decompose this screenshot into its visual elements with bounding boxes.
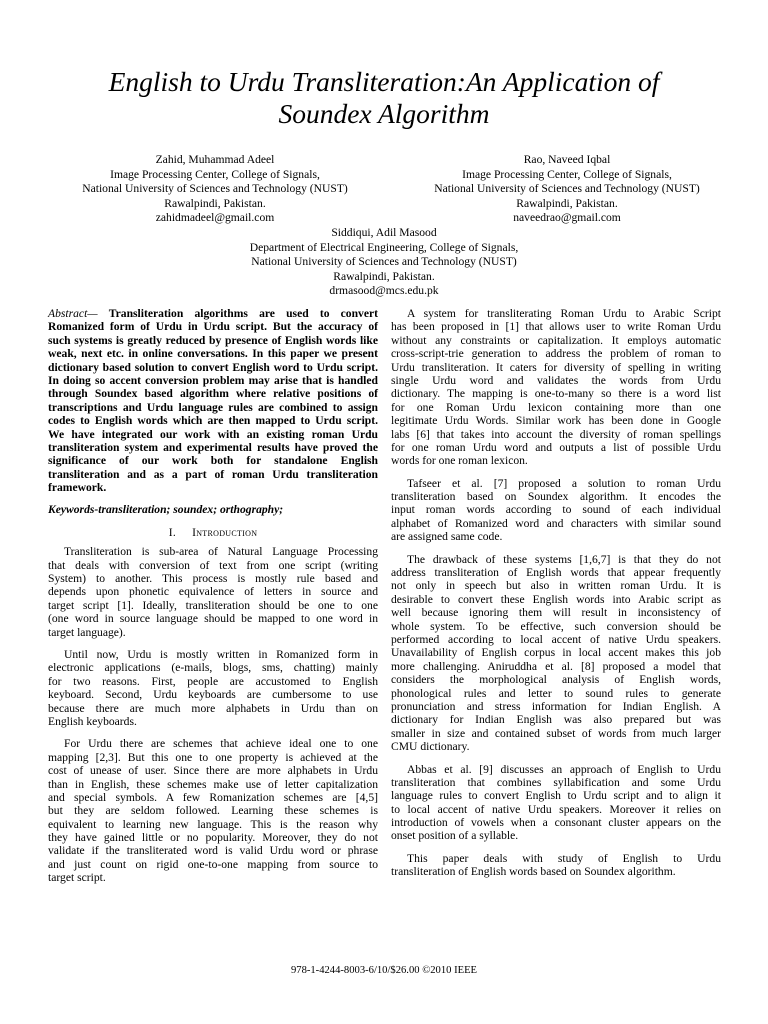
right-column (391, 307, 721, 888)
text-line: because there are much more alphabets in Urdu than on (48, 701, 378, 715)
text-line: dictionary for Indian English was also prepared but was (391, 713, 721, 727)
keywords-text: Keywords-transliteration; soundex; orthography; (48, 503, 284, 517)
text-line: single Urdu word and validates the words from Urdu (391, 373, 721, 387)
text-line: Abbas et al. [9] discusses an approach of English to Urdu (407, 762, 721, 776)
text-line: not only in speech but also in written roman Urdu. It is (391, 579, 721, 593)
text-line: performed according to local accent of native Urdu speakers. (391, 632, 721, 646)
paragraph (391, 477, 721, 544)
text-line: transliteration that combines syllabification and some Urdu (391, 775, 721, 789)
abstract-line: transcriptions and Urdu language rules are combined to assign (48, 400, 378, 414)
text-line: phonological rules and letter to sound rules to generate (391, 686, 721, 700)
text-line: For Urdu there are schemes that achieve ideal one to one (64, 737, 378, 751)
text-line: but they are seldom followed. Learning these schemes is (48, 804, 378, 818)
text-line: transliteration of English words based on Soundex algorithm. (391, 865, 676, 879)
text-line: Urdu transliteration. It caters for diversity of spelling in writing (391, 360, 721, 374)
text-line: they have gained little or no popularity. Moreover, they do not (48, 831, 378, 845)
abstract-line: dictionary based solution to convert English word to Urdu script. (48, 360, 378, 374)
text-line: keyboard. Second, Urdu keyboards are cumbersome to use (48, 688, 378, 702)
author-name: Rao, Naveed Iqbal (523, 153, 611, 166)
text-line: for two reasons. First, people are accustomed to English (48, 674, 378, 688)
author-block-right (382, 153, 752, 226)
text-line: well because ignoring them will result in inconsistency of (391, 606, 721, 620)
abstract-line: transliteration and as a part of roman Urdu transliteration (48, 467, 378, 481)
abstract-line: through Soundex based algorithm where relative positions of (48, 387, 378, 401)
author-email: drmasood@mcs.edu.pk (329, 284, 439, 298)
text-line: dictionary. The mapping is one-to-many so there is a word list (391, 387, 721, 401)
author-location: Rawalpindi, Pakistan. (516, 196, 618, 210)
text-line: and just count on rigid one-to-one mapping from source to (48, 857, 378, 871)
abstract-label: Abstract— (48, 307, 98, 320)
author-institution: National University of Sciences and Technology (NUST) (251, 255, 517, 269)
text-line: are assigned same code. (391, 530, 503, 544)
section-title: Introduction (192, 525, 258, 539)
left-column (48, 307, 378, 894)
text-line: System) to another. This process is mostly rule based and (48, 572, 378, 586)
text-line: Unavailability of English corpus in local accent makes this job (391, 646, 721, 660)
paragraph (391, 763, 721, 843)
author-affiliation: Image Processing Center, College of Signals, (110, 167, 320, 181)
text-line: has been proposed in [1] that allows user to write Roman Urdu (391, 320, 721, 334)
text-line: target script [1]. Ideally, transliteration should be one to one (48, 598, 378, 612)
text-line: input roman words according to sound of each individual (391, 503, 721, 517)
text-line: equivalent to learning new language. This is the reason why (48, 817, 378, 831)
text-line: Tafseer et al. [7] proposed a solution to roman Urdu (407, 476, 721, 490)
author-name: Zahid, Muhammad Adeel (155, 153, 275, 166)
author-block-left (30, 153, 400, 226)
text-line: desirable to convert these English words into Arabic script as (391, 592, 721, 606)
text-line: words for one roman lexicon. (391, 454, 528, 468)
author-affiliation: Image Processing Center, College of Signals, (462, 167, 672, 181)
abstract-line: Abstract— Transliteration algorithms are used to convert (48, 307, 378, 320)
abstract-line: transliteration system and experimental results have proved the (48, 440, 378, 454)
text-line: A system for transliterating Roman Urdu to Arabic Script (407, 307, 721, 320)
text-line: alphabet of Romanized word and characters with similar sound (391, 516, 721, 530)
paragraph (48, 737, 378, 884)
text-line: for one Roman Urdu lexicon containing more than one (391, 400, 721, 414)
author-location: Rawalpindi, Pakistan. (333, 269, 435, 283)
text-line: labs [6] that takes into account the diversity of roman spellings (391, 427, 721, 441)
text-line: to local accent of native Urdu speakers. Moreover it relies on (391, 802, 721, 816)
paragraph (48, 545, 378, 639)
text-line: mapping [2,3]. But this one to one property is achieved at the (48, 750, 378, 764)
text-line: address transliteration of English words that appear frequently (391, 566, 721, 580)
text-line: cost of unease of user. Since there are more alphabets in Urdu (48, 764, 378, 778)
copyright-footer: 978-1-4244-8003-6/10/$26.00 ©2010 IEEE (290, 965, 478, 976)
abstract-line: Romanized form of Urdu in Urdu script. But the accuracy of (48, 320, 378, 334)
abstract-line: significance of our work both for standalone English (48, 454, 378, 468)
text-line: CMU dictionary. (391, 740, 470, 754)
abstract-line: weak, next etc. in online conversations. In this paper we present (48, 347, 378, 361)
author-email: naveedrao@gmail.com (513, 211, 621, 225)
author-block-center (170, 226, 598, 299)
text-line: and special symbols. A few Romanization schemes are [4,5] (48, 790, 378, 804)
text-line: whole system. To be effective, such conversion should be (391, 619, 721, 633)
left-body (48, 545, 378, 884)
text-line: language rules to convert English to Urdu script and to align it (391, 789, 721, 803)
right-body (391, 307, 721, 879)
title-line-1: English to Urdu Transliteration:An Application of (108, 66, 660, 97)
section-number: I. (168, 525, 177, 539)
paper-title (0, 66, 768, 130)
text-line: English keyboards. (48, 714, 137, 728)
author-institution: National University of Sciences and Technology (NUST) (434, 182, 700, 196)
paragraph (48, 648, 378, 728)
text-line: target script. (48, 871, 106, 885)
text-line: considers the morphological analysis of English words, (391, 673, 721, 687)
title-line-2: Soundex Algorithm (278, 98, 490, 129)
text-line: transliteration based on Soundex algorithm. It encodes the (391, 490, 721, 504)
paragraph (391, 852, 721, 879)
keywords (48, 503, 378, 516)
text-line: more challenging. Aniruddha et al. [8] proposed a model that (391, 659, 721, 673)
text-line: than in English, these schemes make use of letter capitalization (48, 777, 378, 791)
abstract-line: We have integrated our work with an existing roman Urdu (48, 427, 378, 441)
text-line: The drawback of these systems [1,6,7] is that they do not (407, 552, 721, 566)
abstract-line: such systems is greatly reduced by presence of English words like (48, 333, 378, 347)
abstract-line: codes to English words which are then mapped to Urdu script. (48, 414, 378, 428)
abstract-body (48, 320, 378, 494)
text-line: pronunciation and stress information for Indian English. A (391, 699, 721, 713)
text-line: Transliteration is sub-area of Natural Language Processing (64, 545, 378, 559)
text-line: Until now, Urdu is mostly written in Romanized form in (64, 648, 378, 661)
author-affiliation: Department of Electrical Engineering, College of Signals, (249, 240, 519, 254)
text-line: electronic applications (e-mails, blogs, sms, chatting) mainly (48, 661, 378, 675)
author-location: Rawalpindi, Pakistan. (164, 196, 266, 210)
paragraph (391, 553, 721, 754)
text-line: validate if the transliterated word is valid Urdu word or phrase (48, 844, 378, 858)
author-institution: National University of Sciences and Technology (NUST) (82, 182, 348, 196)
text-line: This paper deals with study of English to Urdu (407, 851, 721, 865)
abstract-line: In doing so accent conversion problem may arise that is handled (48, 373, 378, 387)
text-line: without any constraints or capitalization. It employs automatic (391, 333, 721, 347)
text-line: cross-script-trie generation to address the problem of roman to (391, 347, 721, 361)
text-line: target language). (48, 625, 126, 639)
abstract (48, 307, 378, 494)
section-heading-introduction (48, 526, 378, 539)
author-name: Siddiqui, Adil Masood (331, 226, 437, 239)
text-line: for one roman Urdu word and outputs a list of possible Urdu (391, 440, 721, 454)
text-line: introduction of vowels when a consonant cluster appears on the (391, 816, 721, 830)
text-line: that deals with conversion of text from one script (writing (48, 558, 378, 572)
author-email: zahidmadeel@gmail.com (155, 211, 275, 225)
text-line: depends upon phonetic equivalence of letters in source and (48, 585, 378, 599)
paragraph (391, 307, 721, 468)
text-line: onset position of a syllable. (391, 829, 519, 843)
abstract-line: framework. (48, 481, 107, 495)
text-line: smaller in size and contained subset of words from much larger (391, 726, 721, 740)
text-line: (one word in source language should be mapped to one word in (48, 612, 378, 626)
text-line: legitimate Urdu Words. Similar work has been done in Google (391, 414, 721, 428)
